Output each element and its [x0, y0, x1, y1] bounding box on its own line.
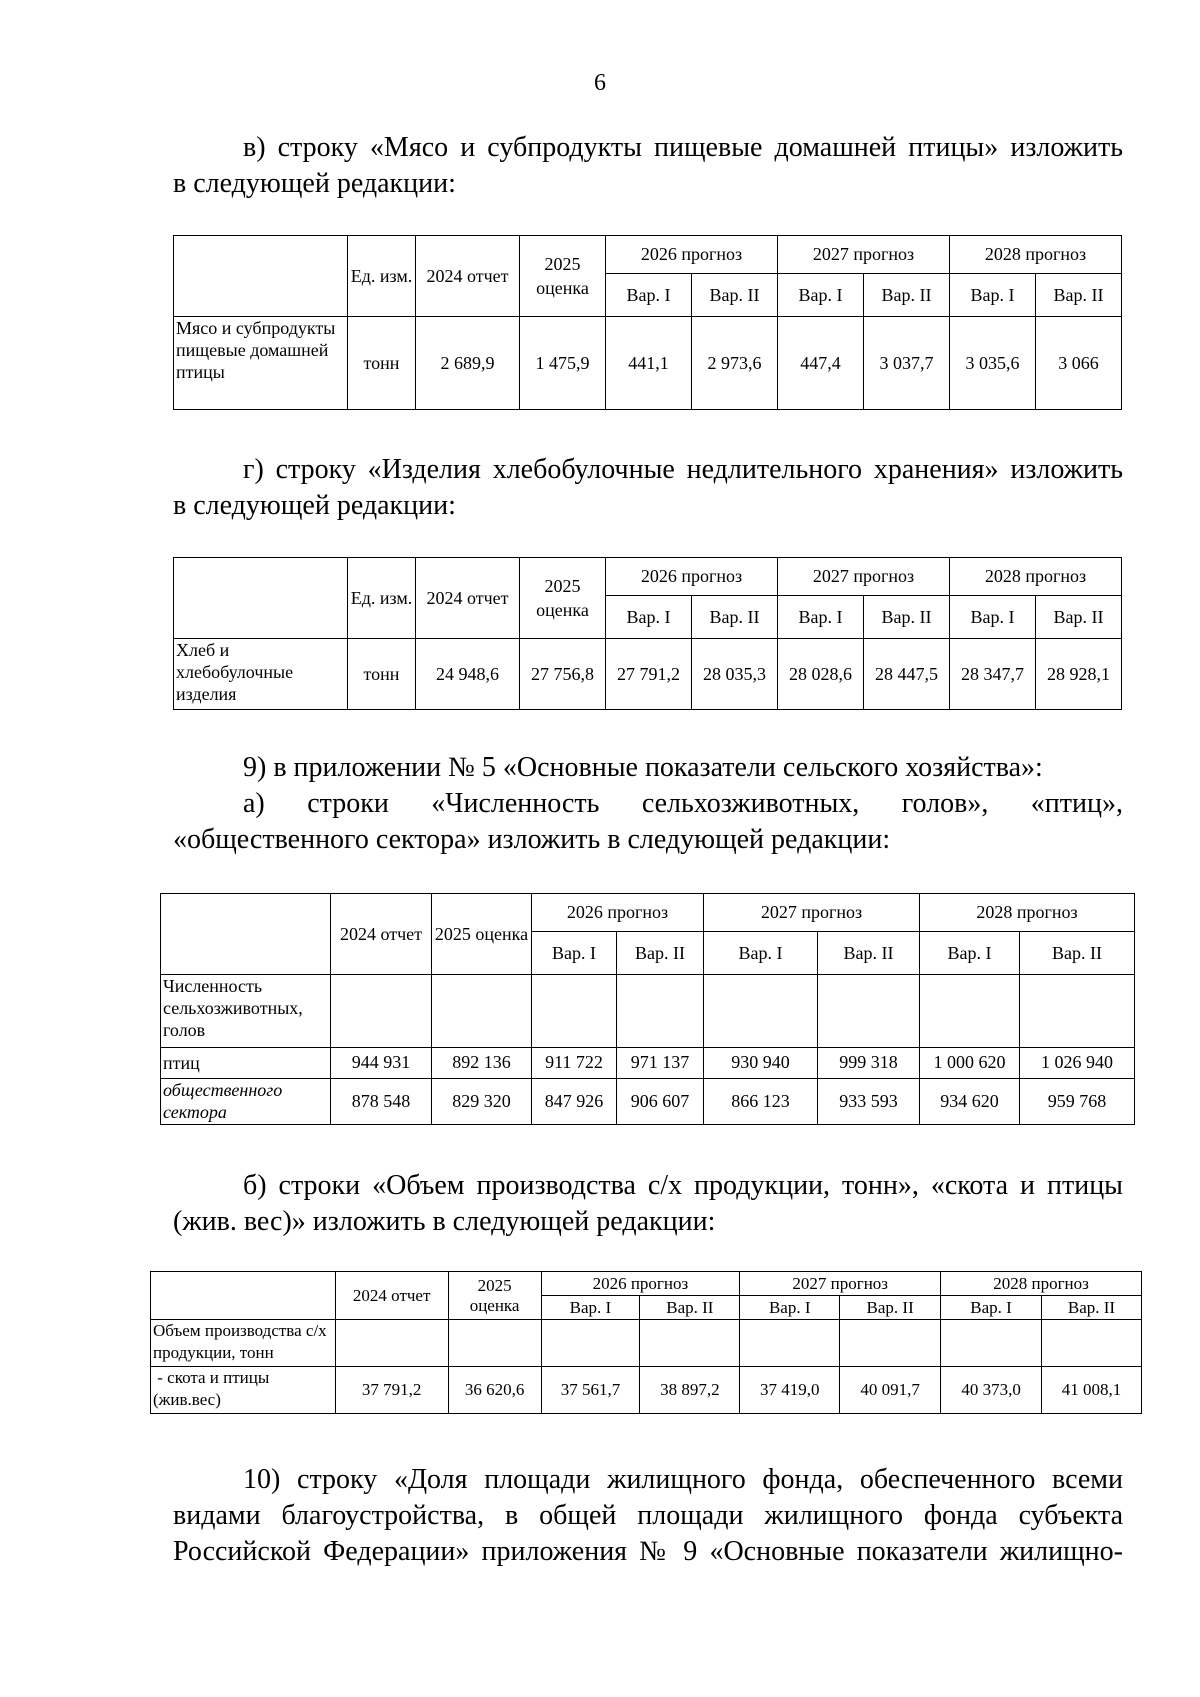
paragraph-line: «общественного сектора» изложить в следующей редакции: [173, 824, 891, 855]
paragraph-line: г) строку «Изделия хлебобулочные недлительного хранения» изложить [243, 454, 1123, 485]
paragraph-line: б) строки «Объем производства с/х продукции, тонн», «скота и птицы [243, 1170, 1123, 1201]
cell-value [532, 975, 617, 1047]
header-2028: 2028 прогноз [941, 1272, 1142, 1296]
row-label: Объем производства с/х продукции, тонн [151, 1320, 336, 1367]
header-variant: Вар. I [532, 932, 617, 975]
header-variant: Вар. II [1042, 1296, 1142, 1320]
header-2024: 2024 отчет [416, 558, 520, 639]
header-2025: 2025 оценка [448, 1272, 541, 1320]
paragraph-housing [173, 1462, 1123, 1570]
header-empty-cell [161, 894, 331, 975]
header-2026: 2026 прогноз [606, 236, 778, 274]
cell-value [617, 975, 704, 1047]
cell-value: 911 722 [532, 1047, 617, 1078]
header-variant: Вар. II [840, 1296, 941, 1320]
header-empty-cell [174, 236, 348, 317]
paragraph-agriculture [173, 750, 1123, 858]
header-2024: 2024 отчет [335, 1272, 448, 1320]
header-variant: Вар. I [740, 1296, 840, 1320]
header-variant: Вар. I [778, 596, 864, 639]
header-variant: Вар. I [541, 1296, 640, 1320]
table-row [174, 317, 1122, 410]
table-row [161, 975, 1135, 1047]
cell-value: 933 593 [818, 1078, 920, 1124]
cell-value: 40 373,0 [941, 1367, 1042, 1414]
table-row [161, 1078, 1135, 1124]
header-variant: Вар. I [941, 1296, 1042, 1320]
paragraph-line: а) строки «Численность сельхозживотных, голов», «птиц», [243, 788, 1123, 819]
header-variant: Вар. II [1036, 274, 1122, 317]
cell-unit: тонн [348, 639, 416, 710]
row-label: общественного сектора [161, 1078, 331, 1124]
cell-value: 36 620,6 [448, 1367, 541, 1414]
cell-value: 906 607 [617, 1078, 704, 1124]
header-variant: Вар. I [920, 932, 1020, 975]
table-row [174, 639, 1122, 710]
header-2027: 2027 прогноз [778, 558, 950, 596]
cell-value: 37 791,2 [335, 1367, 448, 1414]
cell-value [920, 975, 1020, 1047]
header-2028: 2028 прогноз [920, 894, 1135, 932]
cell-value: 37 561,7 [541, 1367, 640, 1414]
header-2027: 2027 прогноз [740, 1272, 941, 1296]
cell-value [818, 975, 920, 1047]
paragraph-line: 9) в приложении № 5 «Основные показатели сельского хозяйства»: [243, 752, 1043, 783]
header-2026: 2026 прогноз [541, 1272, 740, 1296]
header-variant: Вар. II [640, 1296, 740, 1320]
cell-value [740, 1320, 840, 1367]
cell-value [1042, 1320, 1142, 1367]
table-row [151, 1320, 1142, 1367]
paragraph-line: видами благоустройства, в общей площади жилищного фонда субъекта [173, 1500, 1123, 1531]
header-2026: 2026 прогноз [606, 558, 778, 596]
header-variant: Вар. II [864, 596, 950, 639]
cell-value: 1 475,9 [520, 317, 606, 410]
cell-value: 24 948,6 [416, 639, 520, 710]
header-2024: 2024 отчет [416, 236, 520, 317]
cell-value: 959 768 [1020, 1078, 1135, 1124]
cell-value [331, 975, 432, 1047]
table-production [150, 1271, 1142, 1414]
cell-value: 878 548 [331, 1078, 432, 1124]
paragraph-line: в) строку «Мясо и субпродукты пищевые домашней птицы» изложить [243, 132, 1123, 163]
cell-value [840, 1320, 941, 1367]
header-empty-cell [174, 558, 348, 639]
header-2026: 2026 прогноз [532, 894, 704, 932]
cell-value [541, 1320, 640, 1367]
cell-value: 3 037,7 [864, 317, 950, 410]
paragraph-line: в следующей редакции: [173, 490, 456, 521]
header-variant: Вар. II [1020, 932, 1135, 975]
table-livestock [160, 893, 1135, 1125]
cell-value: 3 035,6 [950, 317, 1036, 410]
header-variant: Вар. II [617, 932, 704, 975]
paragraph-bakery [173, 452, 1123, 524]
paragraph-line: Российской Федерации» приложения № 9 «Основные показатели жилищно- [173, 1536, 1123, 1567]
paragraph-line: (жив. вес)» изложить в следующей редакции: [173, 1206, 716, 1237]
cell-value: 944 931 [331, 1047, 432, 1078]
cell-value: 999 318 [818, 1047, 920, 1078]
cell-value: 829 320 [432, 1078, 532, 1124]
cell-value: 38 897,2 [640, 1367, 740, 1414]
row-label: птиц [161, 1047, 331, 1078]
cell-unit: тонн [348, 317, 416, 410]
header-variant: Вар. II [692, 274, 778, 317]
cell-value: 892 136 [432, 1047, 532, 1078]
row-label: Мясо и субпродукты пищевые домашней птицы [174, 317, 348, 410]
header-variant: Вар. II [1036, 596, 1122, 639]
cell-value: 28 928,1 [1036, 639, 1122, 710]
cell-value: 41 008,1 [1042, 1367, 1142, 1414]
header-empty-cell [151, 1272, 336, 1320]
header-2025: 2025 оценка [432, 894, 532, 975]
cell-value: 1 026 940 [1020, 1047, 1135, 1078]
header-variant: Вар. I [704, 932, 818, 975]
header-variant: Вар. I [606, 596, 692, 639]
cell-value: 934 620 [920, 1078, 1020, 1124]
paragraph-line: 10) строку «Доля площади жилищного фонда, обеспеченного всеми [243, 1464, 1123, 1495]
cell-value: 2 973,6 [692, 317, 778, 410]
table-bakery [173, 557, 1122, 710]
header-2025: 2025 оценка [520, 558, 606, 639]
cell-value: 866 123 [704, 1078, 818, 1124]
paragraph-poultry-meat [173, 130, 1123, 202]
header-variant: Вар. II [818, 932, 920, 975]
header-variant: Вар. I [950, 596, 1036, 639]
header-variant: Вар. II [692, 596, 778, 639]
header-unit: Ед. изм. [348, 236, 416, 317]
row-label: Численность сельхозживотных, голов [161, 975, 331, 1047]
paragraph-production [173, 1168, 1123, 1240]
table-row [151, 1367, 1142, 1414]
header-unit: Ед. изм. [348, 558, 416, 639]
row-label: - скота и птицы (жив.вес) [151, 1367, 336, 1414]
header-2028: 2028 прогноз [950, 236, 1122, 274]
cell-value [640, 1320, 740, 1367]
cell-value: 27 791,2 [606, 639, 692, 710]
page-number: 6 [594, 70, 606, 96]
header-2024: 2024 отчет [331, 894, 432, 975]
header-variant: Вар. I [778, 274, 864, 317]
cell-value [432, 975, 532, 1047]
header-variant: Вар. II [864, 274, 950, 317]
cell-value: 28 028,6 [778, 639, 864, 710]
cell-value: 971 137 [617, 1047, 704, 1078]
paragraph-line: в следующей редакции: [173, 168, 456, 199]
cell-value: 27 756,8 [520, 639, 606, 710]
cell-value: 28 347,7 [950, 639, 1036, 710]
header-2025: 2025 оценка [520, 236, 606, 317]
table-row [161, 1047, 1135, 1078]
cell-value: 28 035,3 [692, 639, 778, 710]
cell-value [335, 1320, 448, 1367]
cell-value: 447,4 [778, 317, 864, 410]
cell-value: 930 940 [704, 1047, 818, 1078]
cell-value [941, 1320, 1042, 1367]
row-label: Хлеб и хлебобулочные изделия [174, 639, 348, 710]
cell-value [1020, 975, 1135, 1047]
cell-value: 2 689,9 [416, 317, 520, 410]
header-2027: 2027 прогноз [704, 894, 920, 932]
cell-value: 441,1 [606, 317, 692, 410]
header-2027: 2027 прогноз [778, 236, 950, 274]
header-2028: 2028 прогноз [950, 558, 1122, 596]
cell-value: 3 066 [1036, 317, 1122, 410]
header-variant: Вар. I [950, 274, 1036, 317]
cell-value: 40 091,7 [840, 1367, 941, 1414]
cell-value: 1 000 620 [920, 1047, 1020, 1078]
cell-value [704, 975, 818, 1047]
cell-value: 847 926 [532, 1078, 617, 1124]
table-poultry-meat [173, 235, 1122, 410]
header-variant: Вар. I [606, 274, 692, 317]
cell-value: 37 419,0 [740, 1367, 840, 1414]
cell-value: 28 447,5 [864, 639, 950, 710]
cell-value [448, 1320, 541, 1367]
